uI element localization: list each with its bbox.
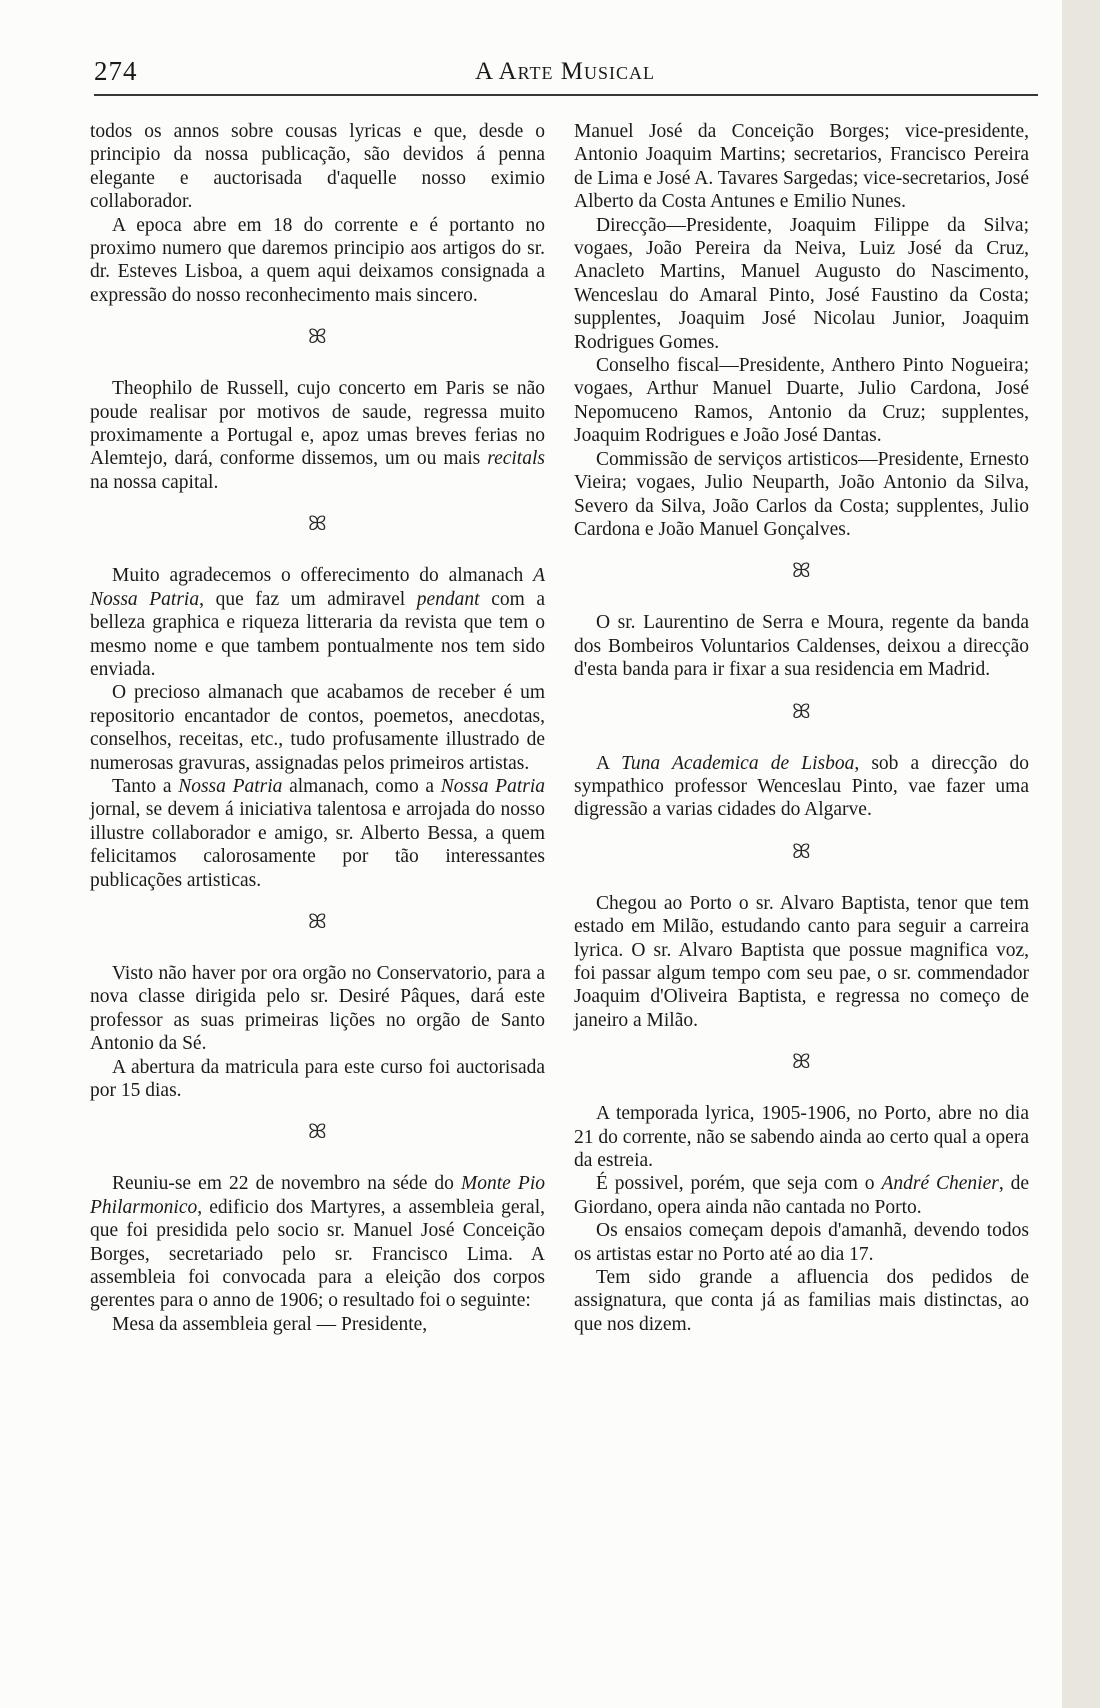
fleuron-icon: ꕤ [791,1051,812,1074]
paragraph: Commissão de serviços artisticos—Presidente, Ernesto Vieira; vogaes, Julio Neuparth, João Antonio da Silva, Severo da Silva, João Carlos da Costa; supplentes, Julio Cardona e João Manuel Gonçalves. [574,448,1029,540]
ornament-divider [574,1052,1029,1072]
paragraph-tuna [574,752,1029,822]
italic-text: A Nossa Patria [90,565,545,610]
italic-text: Monte Pio Philarmonico [90,1173,545,1218]
paragraph: todos os annos sobre cousas lyricas e que, desde o principio da nossa publicação, são devidos á penna elegante e auctorisada d'aquelle nosso eximio collaborador. [90,121,545,213]
paragraph: Direcção—Presidente, Joaquim Filippe da Silva; vogaes, João Pereira da Neiva, Luiz José da Cruz, Anacleto Martins, Manuel Augusto do Nascimento, Wenceslau do Amaral Pinto, José Faustino da Costa; supplentes, Joaquim José Nicolau Junior, Joaquim Rodrigues Gomes. [574,214,1029,353]
italic-text: Tuna Academica de Lisboa [621,752,855,774]
paragraph-russell [90,377,545,494]
paragraph: A epoca abre em 18 do corrente e é portanto no proximo numero que daremos principio aos artigos do sr. dr. Esteves Lisboa, a quem aqui deixamos consignada a expressão do nosso reconhecimento mais sincero. [90,214,545,306]
text: jornal, se devem á iniciativa talentosa e arrojada do nosso illustre collaborador e amigo, sr. Alberto Bessa, a quem felicitamos calorosamente por tão interessantes publicações artisticas. [90,799,545,891]
paragraph-almanach [90,564,545,681]
text: A [596,752,610,774]
text: É possivel, porém, que seja com o [596,1173,875,1195]
ornament-divider [90,514,545,534]
italic-text: recitals [487,448,545,470]
paragraph: Visto não haver por ora orgão no Conservatorio, para a nova classe dirigida pelo sr. Desiré Pâques, dará este professor as suas primeiras lições no orgão de Santo Antonio da Sé. [90,962,545,1055]
ornament-divider [574,842,1029,862]
paragraph: A temporada lyrica, 1905-1906, no Porto, abre no dia 21 do corrente, não se sabendo ainda ao certo qual a opera da estreia. [574,1103,1029,1171]
italic-text: pendant [416,588,480,610]
text: Tanto a [112,775,172,797]
fleuron-icon: ꕤ [307,513,328,536]
text: , sob a direcção do sympathico professor Wenceslau Pinto, vae fazer uma digressão a varias cidades do Algarve. [574,752,1030,821]
paragraph [90,775,545,892]
fleuron-icon: ꕤ [791,560,812,583]
paragraph-baptista: Chegou ao Porto o sr. Alvaro Baptista, tenor que tem estado em Milão, estudando canto para seguir a carreira lyrica. O sr. Alvaro Baptista que possue magnifica voz, foi passar algum tempo com seu pae, o sr. commendador Joaquim d'Oliveira Baptista, e regressa no começo de janeiro a Milão. [574,892,1029,1031]
header-rule [94,94,1038,96]
text: , que faz um admiravel [199,588,406,610]
ornament-divider [574,561,1029,581]
italic-text: André Chenier [881,1173,999,1195]
paragraph: O precioso almanach que acabamos de receber é um repositorio encantador de contos, poemetos, anecdotas, conselhos, receitas, etc., tudo profusamente illustrado de numerosas gravuras, assignadas pelos primeiros artistas. [90,682,545,774]
paragraph: A abertura da matricula para este curso foi auctorisada por 15 dias. [90,1056,545,1101]
text: na nossa capital. [90,471,219,493]
text: Theophilo de Russell, cujo concerto em Paris se não poude realisar por motivos de saude, regressa muito proximamente a Portugal e, apoz umas breves ferias no Alemtejo, dará, conforme dissemos, um ou mais [90,378,545,470]
left-column [90,120,545,1336]
paragraph-monte-pio [90,1172,545,1312]
italic-text: Nossa Patria [178,775,283,797]
fleuron-icon: ꕤ [307,1121,328,1144]
text: Muito agradecemos o offerecimento do almanach [112,565,524,587]
fleuron-icon: ꕤ [791,840,812,863]
fleuron-icon: ꕤ [307,326,328,349]
ornament-divider [90,327,545,347]
paragraph: Tem sido grande a afluencia dos pedidos de assignatura, que conta já as familias mais distinctas, ao que nos dizem. [574,1267,1029,1335]
running-title: A Arte Musical [475,58,655,85]
text: , de Giordano, opera ainda não cantada no Porto. [574,1173,1030,1218]
ornament-divider [574,702,1029,722]
page-header [94,50,1036,94]
text: almanach, como a [289,775,435,797]
right-column [574,120,1029,1336]
italic-text: Nossa Patria [440,775,545,797]
paragraph: Manuel José da Conceição Borges; vice-presidente, Antonio Joaquim Martins; secretarios, Francisco Pereira de Lima e José A. Tavares Sargedas; vice-secretarios, José Alberto da Costa Antunes e Emilio Nunes. [574,121,1029,213]
page-number: 274 [94,56,138,86]
paragraph-moura: O sr. Laurentino de Serra e Moura, regente da banda dos Bombeiros Voluntarios Caldenses, deixou a direcção d'esta banda para ir fixar a sua residencia em Madrid. [574,612,1029,681]
paragraph: Mesa da assembleia geral — Presidente, [112,1313,428,1335]
ornament-divider [90,912,545,932]
paragraph: Os ensaios começam depois d'amanhã, devendo todos os artistas estar no Porto até ao dia 17. [574,1220,1029,1265]
paragraph [574,1172,1029,1219]
fleuron-icon: ꕤ [791,700,812,723]
fleuron-icon: ꕤ [307,910,328,933]
paragraph: Conselho fiscal—Presidente, Anthero Pinto Nogueira; vogaes, Arthur Manuel Duarte, Julio Cardona, José Nepomuceno Ramos, Antonio da Cruz; supplentes, Joaquim Rodrigues e João José Dantas. [574,355,1029,447]
ornament-divider [90,1122,545,1142]
text: Reuniu-se em 22 de novembro na séde do [112,1173,454,1195]
text: com a belleza graphica e riqueza litteraria da revista que tem o mesmo nome e que tambem pontualmente nos tem sido enviada. [90,588,546,680]
text: , edificio dos Martyres, a assembleia geral, que foi presidida pelo socio sr. Manuel José Conceição Borges, secretariado pelo sr. Francisco Lima. A assembleia foi convocada para a eleição dos corpos gerentes para o anno de 1906; o resultado foi o seguinte: [90,1196,545,1312]
